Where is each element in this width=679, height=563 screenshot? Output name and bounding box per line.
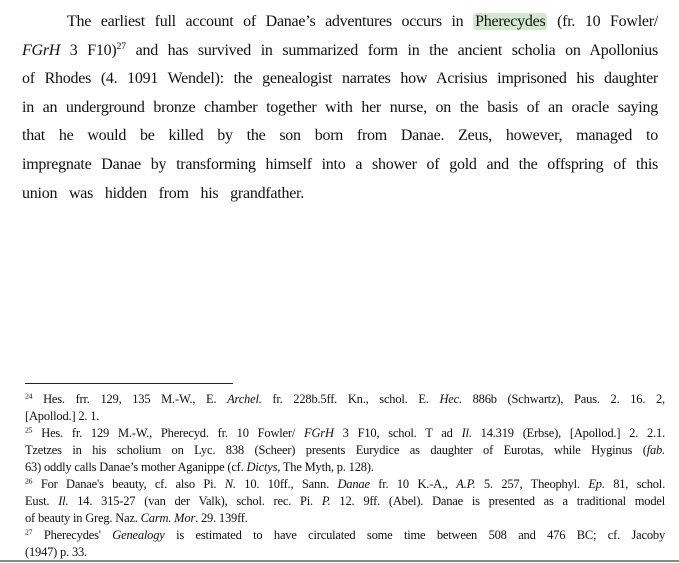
italic-text: Carm. Mor: [140, 511, 196, 525]
footnote-separator: [25, 383, 233, 384]
text-segment: The earliest full account of Danae’s adventures occurs in: [67, 13, 474, 30]
text-segment: , The Myth, p. 128).: [277, 460, 374, 474]
text-segment: Pherecydes': [32, 528, 113, 542]
text-segment: union was hidden from his grandfather.: [22, 184, 304, 202]
page-bottom-border: [0, 560, 679, 562]
italic-text: A.P.: [456, 477, 476, 491]
text-segment: of beauty in Greg. Naz.: [25, 511, 141, 525]
italic-text: N.: [224, 477, 236, 491]
text-segment: is estimated to have circulated some time between 508 and 476 BC; cf. Jacoby: [164, 528, 665, 542]
italic-text: FGrH: [22, 41, 61, 59]
footnote-line: [25, 391, 665, 408]
paragraph-line: [22, 65, 658, 94]
italic-text: Ep.: [588, 477, 605, 491]
italic-text: FGrH: [304, 426, 334, 440]
text-segment: For Danae's beauty, cf. also Pi.: [32, 477, 225, 491]
highlighted-text: Pherecydes: [475, 13, 546, 30]
text-segment: [Apollod.] 2. 1.: [25, 409, 100, 423]
text-segment: 12. 9ff. (Abel). Danae is presented as a traditional model: [330, 494, 665, 508]
text-segment: 14. 315-27 (van der Valk), schol. rec. Pi.: [68, 494, 322, 508]
text-segment: 5. 257, Theophyl.: [475, 477, 589, 491]
footnote-marker: 24: [25, 391, 33, 401]
italic-text: Danae: [337, 477, 370, 491]
footnote-line: [25, 527, 665, 544]
text-segment: fr. 228b.5ff. Kn., schol. E.: [261, 392, 440, 406]
text-segment: that he would be killed by the son born from Danae. Zeus, however, managed to: [22, 127, 658, 145]
text-segment: Eust.: [25, 494, 59, 508]
text-segment: Hes. frr. 129, 135 M.-W., E.: [32, 392, 228, 406]
footnote-marker: 27: [116, 40, 126, 52]
footnotes: [25, 391, 665, 561]
italic-text: Archel.: [227, 392, 262, 406]
text-segment: 3 F10): [60, 41, 117, 59]
footnote-marker: 26: [25, 476, 33, 486]
paragraph-line: [22, 151, 658, 180]
footnote-line: [25, 493, 665, 510]
footnote-line: [25, 408, 665, 425]
paragraph-line: [22, 180, 658, 209]
main-paragraph: [22, 8, 658, 208]
footnote-marker: 27: [25, 527, 33, 537]
text-segment: 81, schol.: [604, 477, 665, 491]
text-segment: impregnate Danae by transforming himself into a shower of gold and the offspring of this: [22, 155, 658, 173]
text-segment: fr. 10 K.-A.,: [369, 477, 457, 491]
italic-text: fab.: [646, 443, 665, 457]
text-segment: 14.319 (Erbse), [Apollod.] 2. 2.1.: [471, 426, 665, 440]
text-segment: and has survived in summarized form in the ancient scholia on Apollonius: [125, 41, 658, 59]
italic-text: Hec.: [439, 392, 462, 406]
footnote-line: [25, 442, 665, 459]
text-segment: of Rhodes (4. 1091 Wendel): the genealogist narrates how Acrisius imprisoned his daughter: [22, 70, 658, 88]
footnote-marker: 25: [25, 425, 33, 435]
paragraph-line: [22, 8, 658, 37]
italic-text: Genealogy: [112, 528, 165, 542]
paragraph-line: [22, 94, 658, 123]
text-segment: Hes. fr. 129 M.-W., Pherecyd. fr. 10 Fowler/: [32, 426, 305, 440]
footnote-line: [25, 459, 665, 476]
italic-text: P.: [321, 494, 331, 508]
italic-text: Il.: [58, 494, 69, 508]
italic-text: Il.: [461, 426, 472, 440]
text-segment: (fr. 10 Fowler/: [547, 13, 658, 30]
italic-text: Dictys: [246, 460, 278, 474]
footnote-line: [25, 544, 665, 561]
footnote-line: [25, 510, 665, 527]
footnote-line: [25, 476, 665, 493]
footnote-line: [25, 425, 665, 442]
text-segment: Tzetzes in his scholium on Lyc. 838 (Scheer) presents Eurydice as daughter of Eurotas, while Hyginus (: [25, 443, 647, 457]
text-segment: 3 F10, schol. T ad: [333, 426, 462, 440]
text-segment: in an underground bronze chamber together with her nurse, on the basis of an oracle saying: [22, 98, 658, 116]
paragraph-line: [22, 37, 658, 66]
text-segment: . 29. 139ff.: [195, 511, 248, 525]
text-segment: 886b (Schwartz), Paus. 2. 16. 2,: [461, 392, 665, 406]
text-segment: 63) oddly calls Danae’s mother Aganippe (cf.: [25, 460, 247, 474]
text-segment: (1947) p. 33.: [25, 545, 87, 559]
text-segment: 10. 10ff., Sann.: [235, 477, 338, 491]
paragraph-line: [22, 122, 658, 151]
